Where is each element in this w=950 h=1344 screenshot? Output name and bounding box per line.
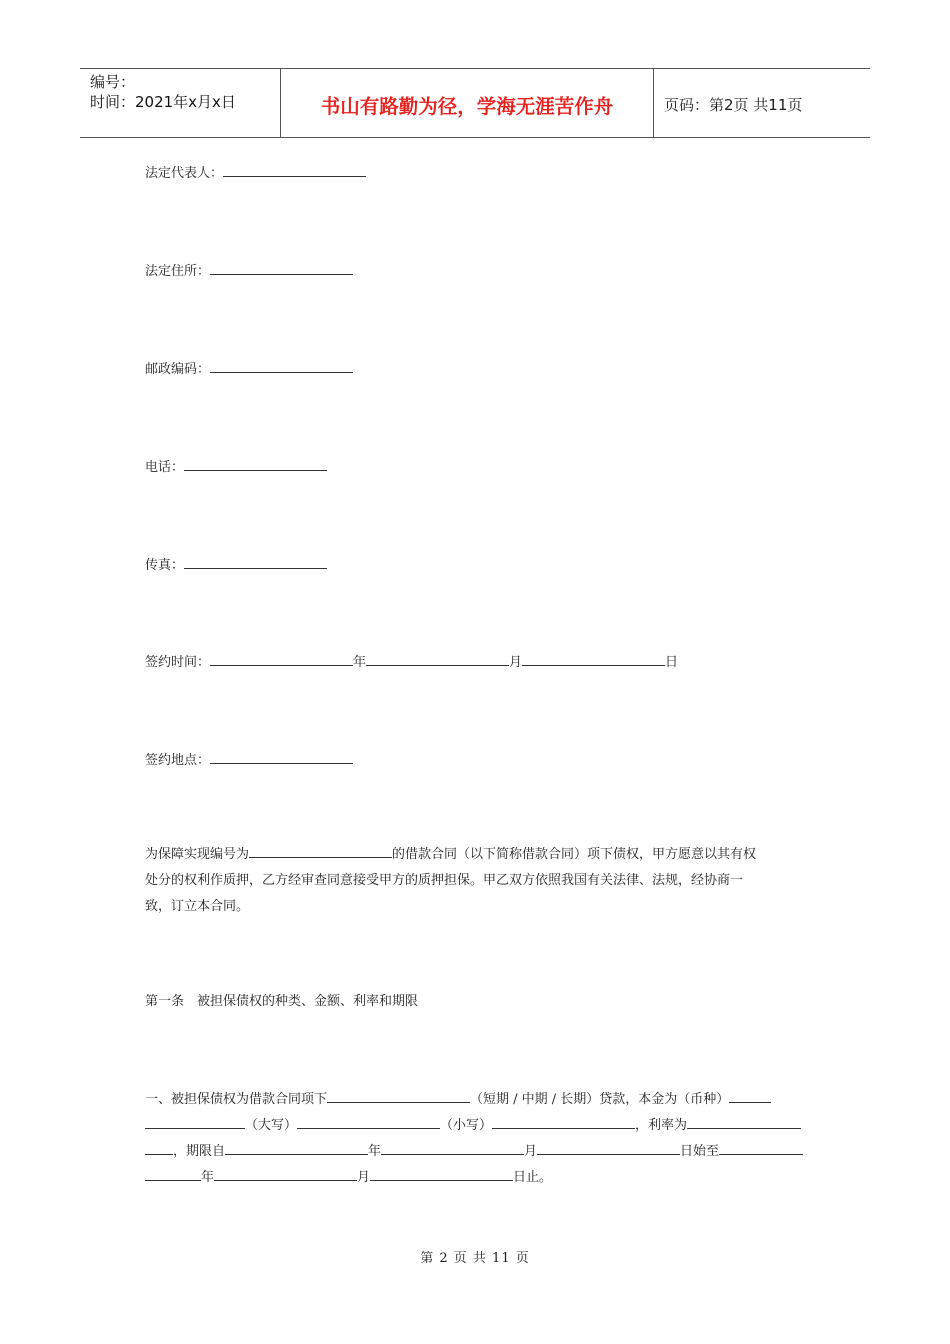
phone-blank bbox=[184, 456, 327, 471]
sign-place-blank bbox=[210, 749, 353, 764]
sign-day-blank bbox=[522, 651, 665, 666]
fax-label: 传真： bbox=[145, 558, 185, 573]
article-text: ，期限自 bbox=[173, 1144, 226, 1159]
sign-place-label: 签约地点： bbox=[145, 753, 211, 768]
article-text: 日始至 bbox=[680, 1144, 720, 1159]
article-text: （小写） bbox=[440, 1118, 493, 1133]
end-year-blank bbox=[145, 1166, 201, 1181]
month-label: 月 bbox=[509, 655, 523, 670]
article-1-title: 第一条 被担保债权的种类、金额、利率和期限 bbox=[145, 994, 419, 1009]
legal-rep-blank bbox=[223, 162, 366, 177]
article-text: （短期 / 中期 / 长期）贷款，本金为（币种） bbox=[470, 1092, 730, 1107]
intro-row: 致，订立本合同。 bbox=[145, 899, 250, 914]
rate-blank bbox=[687, 1114, 801, 1129]
document-header bbox=[80, 68, 870, 138]
article-text: ，利率为 bbox=[635, 1118, 688, 1133]
article-row bbox=[145, 1165, 820, 1191]
postal-code-blank bbox=[210, 358, 353, 373]
legal-address-blank bbox=[210, 260, 353, 275]
article-text: 月 bbox=[357, 1170, 371, 1185]
page-footer: 第 2 页 共 11 页 bbox=[420, 1251, 530, 1266]
intro-paragraph bbox=[145, 842, 825, 920]
amount-lower-blank bbox=[492, 1114, 635, 1129]
legal-rep-label: 法定代表人： bbox=[145, 166, 224, 181]
amount-upper-blank bbox=[297, 1114, 440, 1129]
currency-blank-cont bbox=[145, 1114, 245, 1129]
postal-code-label: 邮政编码： bbox=[145, 362, 211, 377]
article-text: 月 bbox=[524, 1144, 538, 1159]
day-label: 日 bbox=[665, 655, 679, 670]
sign-year-blank bbox=[210, 651, 353, 666]
number-label: 编号： bbox=[90, 73, 136, 91]
intro-row bbox=[145, 842, 825, 868]
header-motto-cell bbox=[281, 69, 654, 137]
sign-month-blank bbox=[366, 651, 509, 666]
start-year-blank bbox=[225, 1140, 368, 1155]
start-day-blank bbox=[537, 1140, 680, 1155]
article-row bbox=[145, 1087, 820, 1113]
time-label: 时间：2021年x月x日 bbox=[90, 93, 236, 111]
legal-address-line bbox=[145, 260, 353, 281]
sign-time-label: 签约时间： bbox=[145, 655, 211, 670]
sign-place-line bbox=[145, 749, 353, 770]
fax-blank bbox=[184, 554, 327, 569]
motto: 书山有路勤为径，学海无涯苦作舟 bbox=[320, 95, 614, 118]
header-page-cell bbox=[654, 69, 870, 137]
header-meta bbox=[80, 69, 281, 137]
intro-row: 处分的权利作质押，乙方经审查同意接受甲方的质押担保。甲乙双方依照我国有关法律、法规，经协商一 bbox=[145, 873, 744, 888]
end-month-blank bbox=[214, 1166, 357, 1181]
sign-time-line bbox=[145, 651, 678, 672]
contract-number-blank bbox=[249, 843, 392, 858]
article-text: （大写） bbox=[245, 1118, 298, 1133]
end-day-blank bbox=[370, 1166, 513, 1181]
year-label: 年 bbox=[353, 655, 367, 670]
article-text: 日止。 bbox=[513, 1170, 553, 1185]
end-blank bbox=[719, 1140, 803, 1155]
start-month-blank bbox=[381, 1140, 524, 1155]
article-row bbox=[145, 1139, 820, 1165]
currency-blank bbox=[729, 1088, 771, 1103]
article-text: 年 bbox=[368, 1144, 382, 1159]
legal-rep-line bbox=[145, 162, 366, 183]
article-text: 一、被担保债权为借款合同项下 bbox=[145, 1092, 328, 1107]
article-text: 年 bbox=[201, 1170, 215, 1185]
legal-address-label: 法定住所： bbox=[145, 264, 211, 279]
rate-blank-cont bbox=[145, 1140, 173, 1155]
article-row bbox=[145, 1113, 820, 1139]
intro-text: 的借款合同（以下简称借款合同）项下债权，甲方愿意以其有权 bbox=[392, 847, 757, 862]
phone-label: 电话： bbox=[145, 460, 185, 475]
phone-line bbox=[145, 456, 327, 477]
fax-line bbox=[145, 554, 327, 575]
intro-text: 为保障实现编号为 bbox=[145, 847, 250, 862]
postal-code-line bbox=[145, 358, 353, 379]
page-label: 页码：第2页 共11页 bbox=[664, 96, 803, 114]
loan-blank bbox=[327, 1088, 470, 1103]
article-1-paragraph bbox=[145, 1087, 820, 1191]
